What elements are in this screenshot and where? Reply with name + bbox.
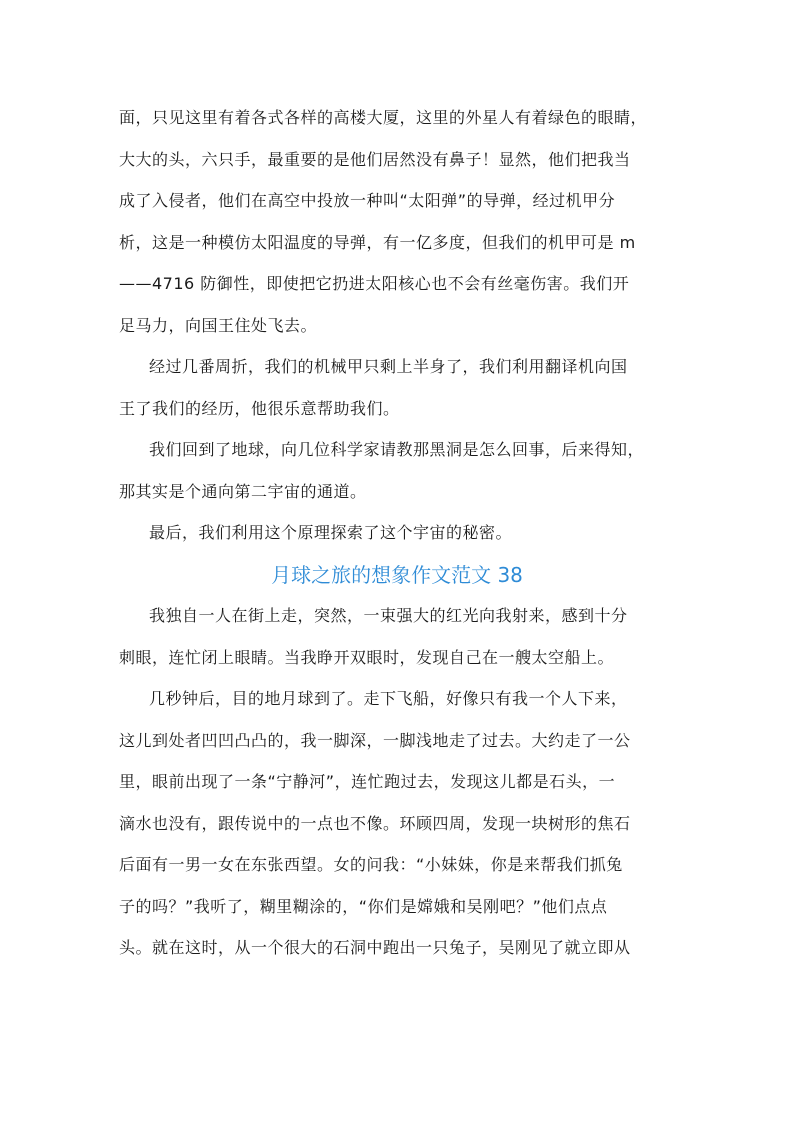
paragraph-line: 面，只见这里有着各式各样的高楼大厦，这里的外星人有着绿色的眼睛， (119, 108, 648, 127)
paragraph-line: 经过几番周折，我们的机械甲只剩上半身了，我们利用翻译机向国 (149, 357, 628, 376)
paragraph-line: 最后，我们利用这个原理探索了这个宇宙的秘密。 (149, 523, 513, 542)
paragraph-line: 子的吗？”我听了，糊里糊涂的，“你们是嫦娥和吴刚吧？”他们点点 (119, 897, 608, 916)
paragraph-line: 我独自一人在街上走，突然，一束强大的红光向我射来，感到十分 (149, 606, 628, 625)
paragraph-line: 我们回到了地球，向几位科学家请教那黑洞是怎么回事，后来得知， (149, 440, 645, 459)
paragraph-line: 王了我们的经历，他很乐意帮助我们。 (119, 399, 400, 418)
paragraph-line: 大大的头，六只手，最重要的是他们居然没有鼻子！显然，他们把我当 (119, 150, 631, 169)
paragraph-line: ——4716 防御性，即使把它扔进太阳核心也不会有丝毫伤害。我们开 (119, 274, 630, 293)
paragraph-line: 那其实是个通向第二宇宙的通道。 (119, 482, 367, 501)
paragraph-line: 后面有一男一女在东张西望。女的问我：“小妹妹，你是来帮我们抓兔 (119, 855, 623, 874)
paragraph-line: 成了入侵者，他们在高空中投放一种叫“太阳弹”的导弹，经过机甲分 (119, 191, 616, 210)
paragraph-line: 刺眼，连忙闭上眼睛。当我睁开双眼时，发现自己在一艘太空船上。 (119, 648, 615, 667)
paragraph-line: 几秒钟后，目的地月球到了。走下飞船，好像只有我一个人下来， (149, 689, 628, 708)
paragraph-line: 析，这是一种模仿太阳温度的导弹，有一亿多度，但我们的机甲可是 m (119, 233, 636, 252)
paragraph-line: 滴水也没有，跟传说中的一点也不像。环顾四周，发现一块树形的焦石 (119, 814, 631, 833)
paragraph-line: 里，眼前出现了一条“宁静河”，连忙跑过去，发现这儿都是石头，一 (119, 772, 616, 791)
paragraph-line: 这儿到处者凹凹凸凸的，我一脚深，一脚浅地走了过去。大约走了一公 (119, 731, 631, 750)
section-heading: 月球之旅的想象作文范文 38 (271, 563, 523, 587)
paragraph-line: 足马力，向国王住处飞去。 (119, 316, 318, 335)
paragraph-line: 头。就在这时，从一个很大的石洞中跑出一只兔子，吴刚见了就立即从 (119, 938, 631, 957)
